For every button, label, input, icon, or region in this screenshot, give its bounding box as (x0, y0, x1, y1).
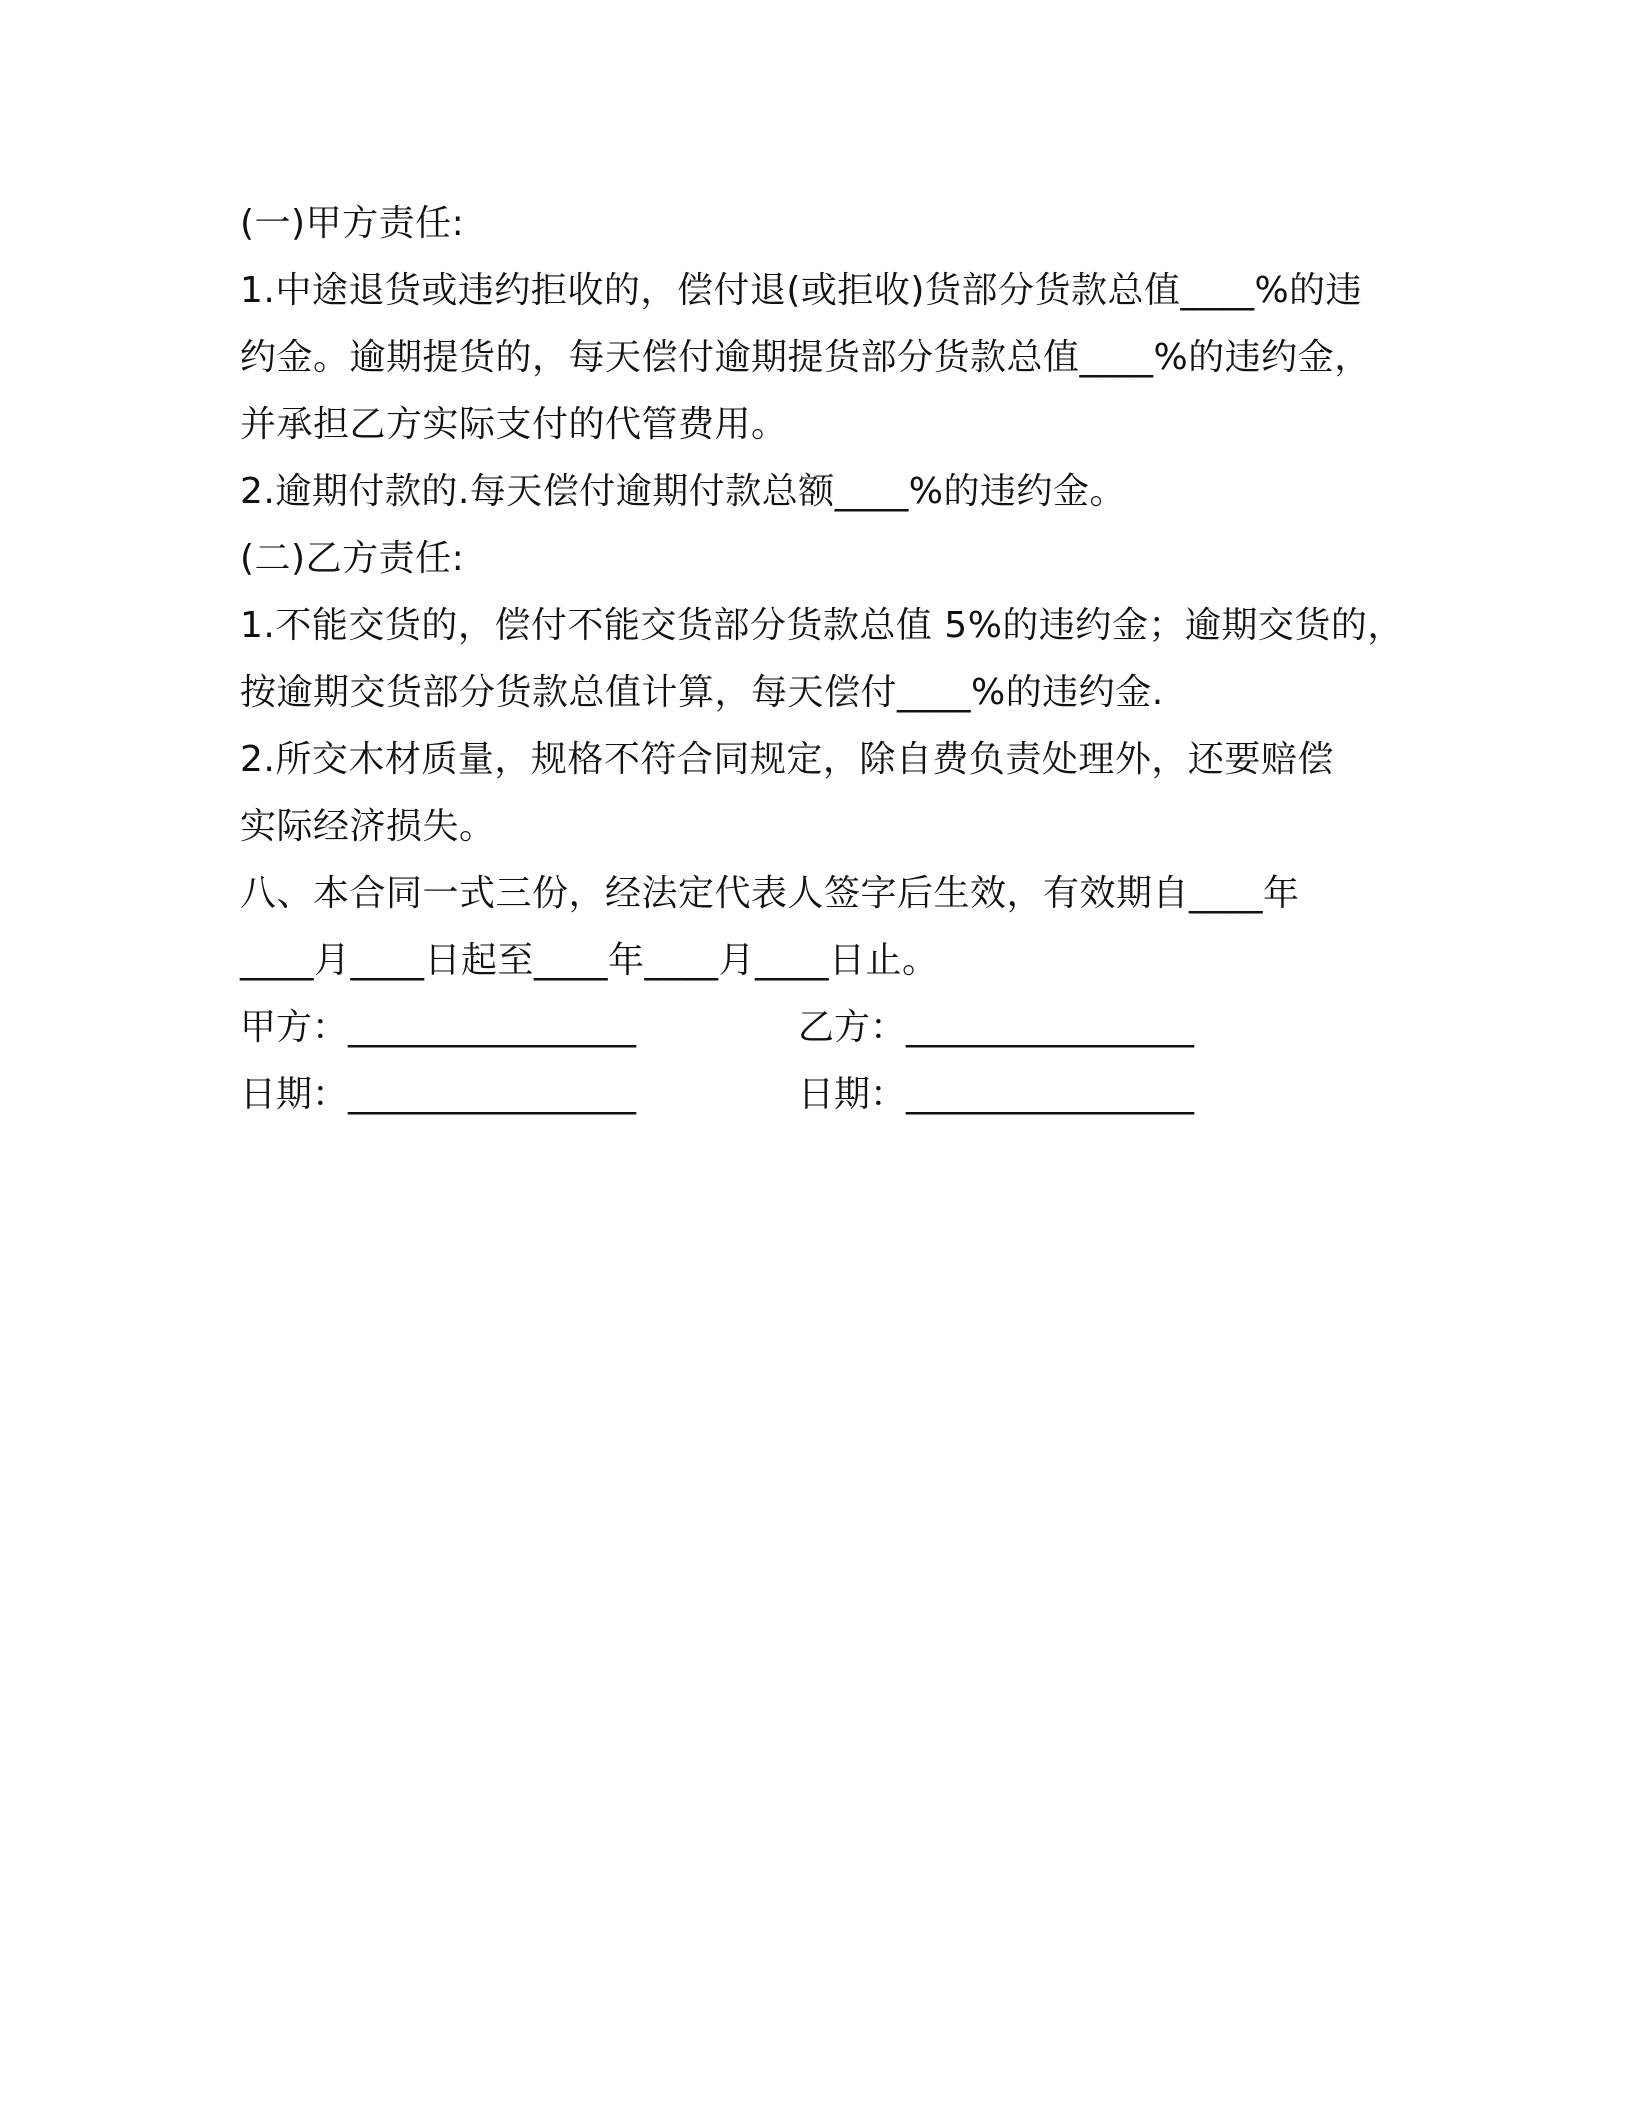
clause-text: 按逾期交货部分货款总值计算，每天偿付____%的违约金. (240, 672, 1164, 713)
clause-validity: 八、本合同一式三份，经法定代表人签字后生效，有效期自____年 (240, 873, 1300, 914)
clause-text: 1.中途退货或违约拒收的，偿付退(或拒收)货部分货款总值____%的违 (240, 270, 1363, 311)
contract-page (240, 190, 1420, 1128)
clause-text: 1.不能交货的，偿付不能交货部分货款总值 5%的违约金；逾期交货的， (240, 605, 1404, 646)
clause-text: 2.所交木材质量，规格不符合同规定，除自费负责处理外，还要赔偿 (240, 739, 1334, 780)
clause-validity: ____月____日起至____年____月____日止。 (240, 940, 939, 981)
party-b-signature-field: 乙方：________________ (798, 1007, 1195, 1048)
clause-text: 约金。逾期提货的，每天偿付逾期提货部分货款总值____%的违约金， (240, 337, 1371, 378)
party-a-date-field: 日期：________________ (240, 1074, 637, 1115)
clause-text: 2.逾期付款的.每天偿付逾期付款总额____%的违约金。 (240, 471, 1126, 512)
party-b-date-field: 日期：________________ (798, 1074, 1195, 1115)
clause-text: 实际经济损失。 (240, 806, 496, 847)
section-heading-party-a: (一)甲方责任: (240, 203, 465, 244)
clause-text: 并承担乙方实际支付的代管费用。 (240, 404, 788, 445)
section-heading-party-b: (二)乙方责任: (240, 538, 465, 579)
date-row (240, 1061, 1420, 1128)
signature-row (240, 994, 1420, 1061)
party-a-signature-field: 甲方：________________ (240, 1007, 637, 1048)
